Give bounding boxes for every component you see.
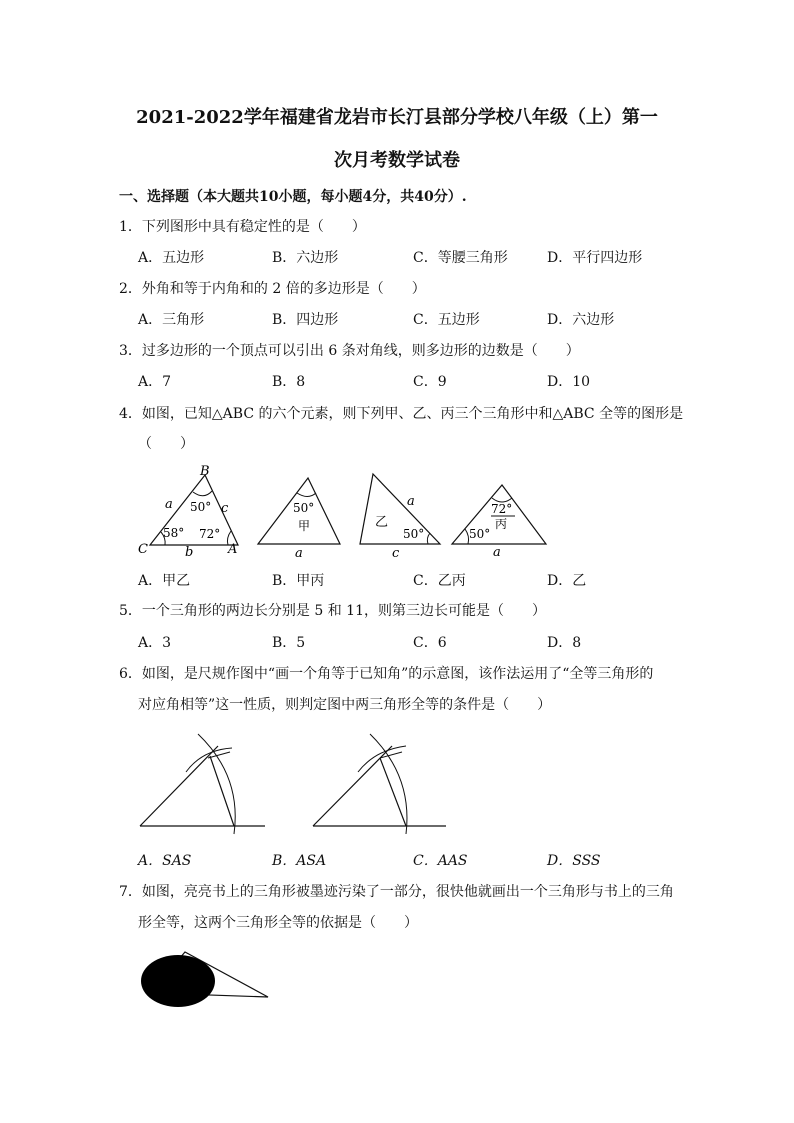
question-4-line1: 4．如图，已知△ABC 的六个元素，则下列甲、乙、丙三个三角形中和△ABC 全等的图形是 [119,406,684,422]
q4-option-c: C．乙丙 [413,573,466,589]
q4-triangles-figure [130,458,560,564]
q2-option-b: B．四边形 [272,312,339,328]
bing-label: 丙 [495,517,508,531]
q1-option-d: D．平行四边形 [547,250,643,266]
q2-option-a: A．三角形 [138,312,205,328]
exam-title-line2: 次月考数学试卷 [334,150,460,171]
q1-option-b: B．六边形 [272,250,339,266]
q3-option-a: A．7 [138,374,172,390]
question-5: 5．一个三角形的两边长分别是 5 和 11，则第三边长可能是（ ） [119,603,546,619]
label-a: A [228,542,238,557]
question-4-line2: （ ） [138,436,194,452]
exam-title-line1: 2021-2022学年福建省龙岩市长汀县部分学校八年级（上）第一 [136,107,658,128]
yi-label: 乙 [375,515,389,530]
triangle-yi [360,474,440,544]
bing-top-angle-value: 72° [491,502,513,516]
question-1: 1．下列图形中具有稳定性的是（ ） [119,219,366,235]
bing-left-angle-value: 50° [469,527,491,541]
question-2: 2．外角和等于内角和的 2 倍的多边形是（ ） [119,281,426,297]
q3-option-b: B．8 [272,374,306,390]
q3-option-c: C．9 [413,374,447,390]
side-a-label: a [165,497,173,512]
section-heading: 一、选择题（本大题共10小题，每小题4分，共40分）. [119,189,467,205]
angle-c-value: 58° [163,526,185,540]
label-b: B [200,464,210,479]
q5-option-b: B．5 [272,635,306,651]
jia-label: 甲 [298,519,311,533]
angle-a-value: 72° [199,527,221,541]
q6-option-b: B．ASA [272,853,327,869]
yi-side-a-label: a [407,494,415,509]
question-3: 3．过多边形的一个顶点可以引出 6 条对角线，则多边形的边数是（ ） [119,343,580,359]
q3-option-d: D．10 [547,374,591,390]
question-7-line1: 7．如图，亮亮书上的三角形被墨迹污染了一部分，很快他就画出一个三角形与书上的三角 [119,884,674,900]
q2-option-c: C．五边形 [413,312,480,328]
yi-angle-value: 50° [403,527,425,541]
q2-option-d: D．六边形 [547,312,615,328]
angle-b-arc [193,491,212,496]
question-6-line1: 6．如图，是尺规作图中“画一个角等于已知角”的示意图，该作法运用了“全等三角形的 [119,666,654,682]
question-7-line2: 形全等，这两个三角形全等的依据是（ ） [138,915,418,931]
q4-option-b: B．甲丙 [272,573,325,589]
q6-option-a: A．SAS [138,853,192,869]
angle-b-value: 50° [190,500,212,514]
side-b-label: b [185,545,194,560]
q5-option-a: A．3 [138,635,172,651]
q4-option-d: D．乙 [547,573,587,589]
q6-option-d: D．SSS [547,853,601,869]
bing-side-label: a [493,545,501,560]
q1-option-a: A．五边形 [138,250,205,266]
side-c-label: c [221,501,229,516]
jia-side-label: a [295,546,303,561]
q4-option-a: A．甲乙 [138,573,191,589]
q1-option-c: C．等腰三角形 [413,250,508,266]
q6-construction-figure [130,720,460,840]
ink-blot [141,955,215,1007]
question-6-line2: 对应角相等”这一性质，则判定图中两三角形全等的条件是（ ） [138,697,552,713]
jia-angle-value: 50° [293,501,315,515]
yi-side-c-label: c [392,546,400,561]
q5-option-d: D．8 [547,635,582,651]
label-c: C [138,542,148,557]
q7-ink-stained-triangle [130,945,280,1015]
q6-option-c: C．AAS [413,853,468,869]
q5-option-c: C．6 [413,635,447,651]
